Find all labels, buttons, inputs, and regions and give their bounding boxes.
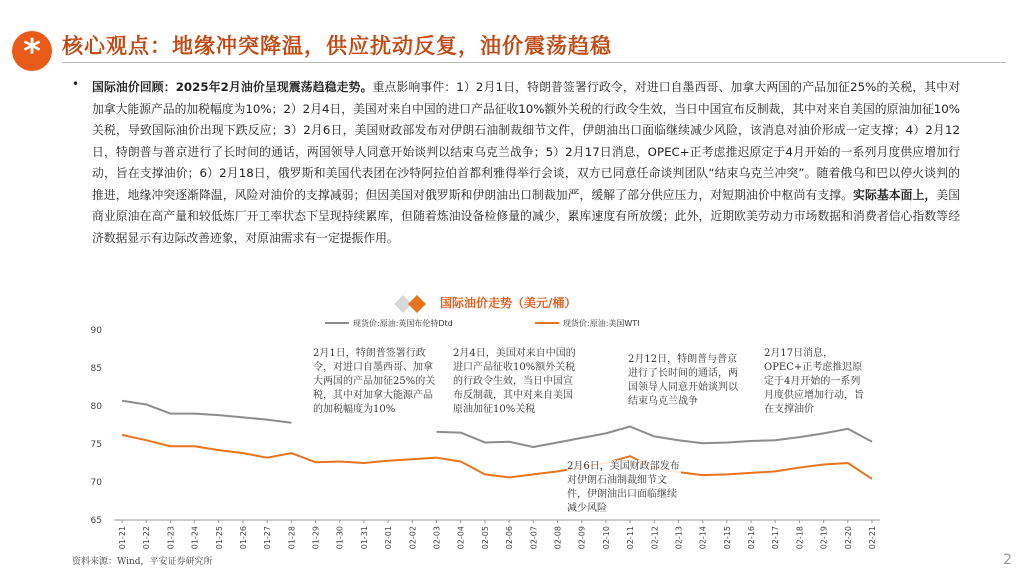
series-line-brent: [437, 427, 872, 448]
x-tick-label: 01-26: [238, 526, 248, 550]
chart-title: 国际油价走势（美元/桶）: [440, 296, 577, 310]
x-tick-label: 02-20: [843, 526, 853, 550]
legend-label: 现货价:原油:美国WTI: [563, 319, 640, 328]
summary-text-2: 美国商业原油在高产量和较低炼厂开工率状态下呈现持续累库，但随着炼油设备检修量的减少，累库速度有所放缓；此外，近期欧美劳动力市场数据和消费者信心指数等经济数据显示有边际改善迹象，对原油需求有一定提振作用。: [92, 187, 960, 245]
x-tick-label: 01-28: [287, 526, 297, 550]
y-tick-label: 85: [90, 364, 102, 374]
x-tick-label: 02-09: [577, 526, 587, 550]
x-tick-label: 02-01: [384, 526, 394, 550]
x-tick-label: 01-21: [118, 526, 127, 550]
legend-label: 现货价:原油:英国布伦特Dtd: [353, 319, 453, 328]
x-tick-label: 02-07: [529, 526, 539, 550]
summary-lead: 国际油价回顾：2025年2月油价呈现震荡趋稳走势。: [92, 80, 373, 94]
y-tick-label: 65: [90, 516, 102, 526]
summary-lead-2: 实际基本面上，: [853, 187, 937, 202]
x-tick-label: 01-22: [142, 526, 152, 550]
annotation-feb-04: 2月4日，美国对来自中国的进口产品征收10%额外关税的行政令生效，当日中国宣布反制裁，其中对来自美国原油加征10%关税: [453, 348, 576, 415]
x-tick-label: 01-23: [166, 526, 176, 550]
x-tick-label: 02-03: [432, 526, 442, 550]
x-tick-label: 02-08: [553, 526, 563, 550]
x-tick-label: 02-04: [456, 526, 466, 550]
x-tick-label: 02-13: [674, 526, 684, 550]
asterisk-icon: *: [12, 31, 52, 71]
x-tick-label: 02-02: [408, 526, 418, 550]
x-tick-label: 01-27: [263, 526, 273, 550]
page-title: 核心观点：地缘冲突降温，供应扰动反复，油价震荡趋稳: [62, 34, 612, 58]
x-tick-label: 01-31: [359, 526, 369, 550]
x-tick-label: 02-10: [601, 526, 611, 550]
series-line-brent: [122, 401, 291, 423]
x-tick-label: 01-24: [190, 526, 200, 550]
x-tick-label: 01-29: [311, 526, 321, 550]
y-tick-label: 80: [90, 402, 102, 412]
y-tick-label: 75: [90, 440, 102, 450]
annotation-feb-01: 2月1日，特朗普签署行政令，对进口自墨西哥、加拿大两国的产品加征25%的关税，其中对加拿大能源产品的加税幅度为10%: [313, 348, 436, 415]
y-tick-label: 90: [90, 326, 102, 336]
x-tick-label: 02-21: [868, 526, 877, 550]
annotation-feb-06: 2月6日，美国财政部发布对伊朗石油制裁细节文件，伊朗油出口面临继续减少风险: [567, 461, 680, 514]
x-tick-label: 02-11: [626, 526, 636, 550]
x-tick-label: 01-30: [335, 526, 345, 550]
bullet-icon: •: [72, 77, 80, 91]
annotation-feb-17: 2月17日消息，OPEC+正考虑推迟原定于4月开始的一系列月度供应增加行动，旨在支撑油价: [764, 348, 864, 415]
data-source: 资料来源：Wind，平安证券研究所: [72, 557, 213, 567]
page-number: 2: [1003, 552, 1012, 568]
x-tick-label: 02-12: [650, 526, 660, 550]
y-tick-label: 70: [90, 478, 102, 488]
summary-text-1: 重点影响事件：1）2月1日，特朗普签署行政令，对进口自墨西哥、加拿大两国的产品加征25%的关税，其中对加拿大能源产品的加税幅度为10%；2）2月4日，美国对来自中国的进口产品征收10%额外关税的行政令生效，当日中国宣布反制裁，其中对来自美国的原油加征10%关税，导致国际油价出现下跌反应；3）2月6日，美国财政部发布对伊朗石油制裁细节文件，伊朗油出口面临继续减少风险，该消息对油价形成一定支撑；4）2月12日，特朗普与普京进行了长时间的通话，两国领导人同意开始谈判以结束乌克兰战争；5）2月17日消息，OPEC+正考虑推迟原定于4月开始的一系列月度供应增加行动，旨在支撑油价；6）2月18日，俄罗斯和美国代表团在沙特阿拉伯首都利雅得举行会谈，双方已同意任命谈判团队“结束乌克兰冲突”。随着俄乌和巴以停火谈判的推进，地缘冲突逐渐降温，风险对油价的支撑减弱；但因美国对俄罗斯和伊朗油出口制裁加严，缓解了部分供应压力，对短期油价中枢尚有支撑。: [92, 80, 960, 202]
x-tick-label: 02-05: [480, 526, 490, 550]
x-tick-label: 02-17: [771, 526, 781, 550]
x-tick-label: 02-19: [819, 526, 829, 550]
x-tick-label: 02-06: [505, 526, 515, 550]
x-tick-label: 02-16: [747, 526, 757, 550]
x-tick-label: 02-18: [795, 526, 805, 550]
x-tick-label: 01-25: [214, 526, 224, 550]
x-tick-label: 02-14: [698, 526, 708, 550]
annotation-feb-12: 2月12日，特朗普与普京进行了长时间的通话，两国领导人同意开始谈判以结束乌克兰战争: [628, 354, 738, 407]
x-tick-label: 02-15: [722, 526, 732, 550]
